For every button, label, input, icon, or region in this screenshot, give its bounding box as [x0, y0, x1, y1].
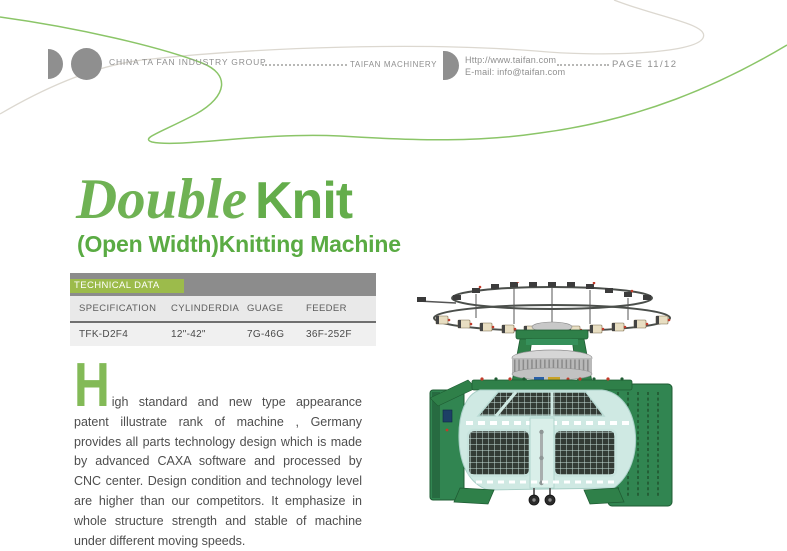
header-dotted-line	[262, 64, 347, 66]
paragraph-text: igh standard and new type appearance patent illustrate rank of machine , Germany provides all parts technology design which is made by advanced CAXA software and processed by CNC center. Design condition and technology level are higher than our competitors. It emphasize in whole structure strength and stable of machine under different moving speeds.	[74, 395, 362, 548]
page-number: PAGE 11/12	[612, 59, 678, 70]
page-subtitle: (Open Width)Knitting Machine	[77, 231, 401, 257]
brand-name: TAIFAN MACHINERY	[350, 60, 438, 69]
curve-green	[0, 17, 787, 143]
creel-ring-icon	[417, 282, 670, 335]
column-header: CYLINDERDIA	[171, 303, 240, 314]
technical-data-table	[70, 273, 376, 346]
title-word-double: Double	[76, 168, 247, 231]
caster-wheels-icon	[454, 488, 624, 505]
email-address: E-mail: info@taifan.com	[465, 66, 566, 77]
table-header-bar	[70, 273, 376, 296]
table-cell: 7G-46G	[247, 329, 285, 340]
table-cell: 12"-42"	[171, 329, 206, 340]
title-word-knit: Knit	[255, 172, 353, 230]
column-header: GUAGE	[247, 303, 284, 314]
header-dotted-line	[557, 64, 609, 66]
body-paragraph	[74, 351, 362, 551]
technical-data-label: TECHNICAL DATA	[70, 279, 184, 293]
website-url: Http://www.taifan.com	[465, 55, 557, 65]
machine-head-icon	[512, 330, 592, 382]
curve-gray	[0, 0, 704, 114]
machine-photo	[416, 282, 686, 508]
page-title	[76, 168, 353, 235]
column-header: SPECIFICATION	[79, 303, 157, 314]
table-cell: TFK-D2F4	[79, 329, 129, 340]
table-row	[70, 323, 376, 346]
dropcap-letter: H	[74, 351, 110, 420]
table-cell: 36F-252F	[306, 329, 352, 340]
column-header: FEEDER	[306, 303, 347, 314]
circle-icon	[71, 48, 102, 80]
company-name: CHINA TA FAN INDUSTRY GROUP	[109, 57, 267, 67]
table-column-headers	[70, 296, 376, 321]
contact-block	[465, 55, 565, 78]
machine-body-icon	[459, 390, 636, 490]
